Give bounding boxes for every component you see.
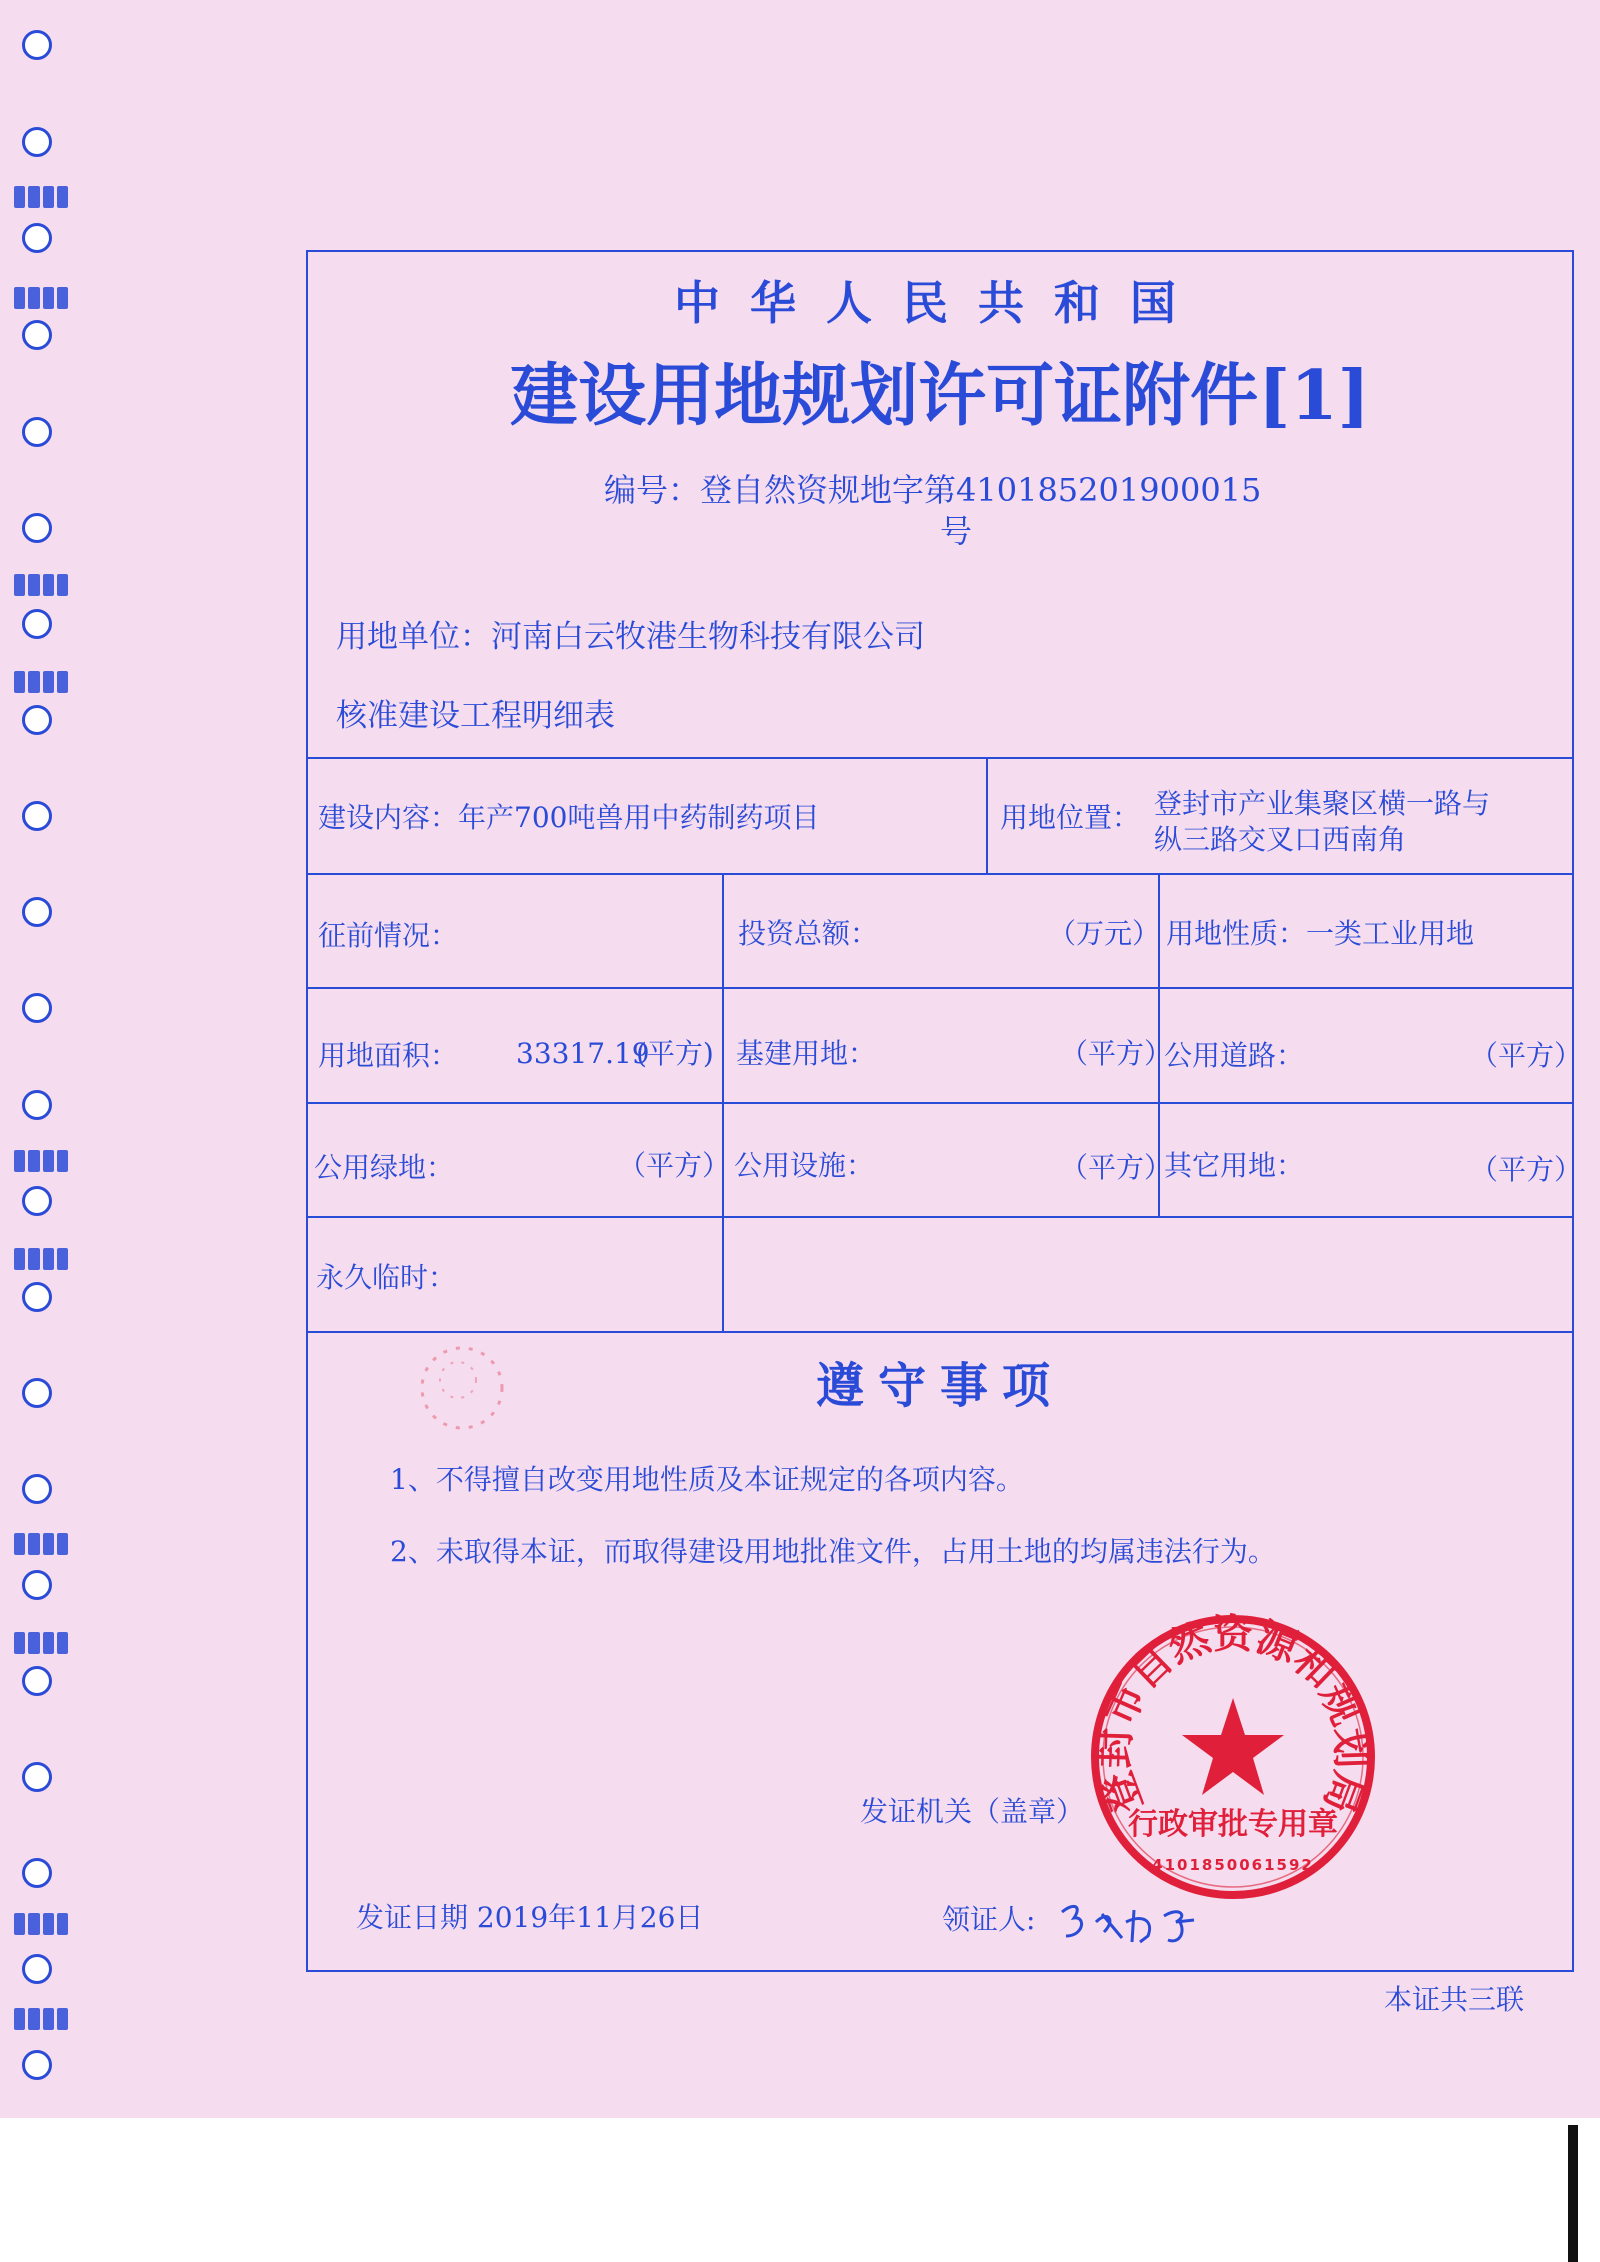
copies-note: 本证共三联 <box>1384 1983 1525 2016</box>
land-location-line2: 纵三路交叉口西南角 <box>1154 823 1407 856</box>
public-road-unit: （平方） <box>1470 1039 1583 1072</box>
document-title: 建设用地规划许可证附件[1] <box>510 356 1370 436</box>
certificate-number-suffix: 号 <box>940 512 973 550</box>
tractor-marks <box>14 1533 68 1555</box>
public-green-label: 公用绿地： <box>314 1151 455 1184</box>
pre-acquisition-label: 征前情况： <box>318 919 459 952</box>
table-rule <box>306 873 1574 875</box>
perforation-hole <box>22 513 52 543</box>
tractor-marks <box>14 186 68 208</box>
tractor-marks <box>14 1913 68 1935</box>
table-caption: 核准建设工程明细表 <box>336 698 615 734</box>
investment-unit: （万元） <box>1048 917 1161 950</box>
table-rule <box>306 1216 1574 1218</box>
land-area-label: 用地面积： <box>318 1039 459 1072</box>
public-facility-unit: （平方） <box>1060 1151 1173 1184</box>
perforation-hole <box>22 223 52 253</box>
perforation-hole <box>22 417 52 447</box>
faint-stamp-mark <box>404 1340 524 1450</box>
construction-content: 建设内容：年产700吨兽用中药制药项目 <box>318 801 820 834</box>
seal-code: 4101850061592 <box>1152 1856 1314 1874</box>
perforation-hole <box>22 993 52 1023</box>
tractor-marks <box>14 1248 68 1270</box>
perforation-hole <box>22 1282 52 1312</box>
perforation-hole <box>22 127 52 157</box>
scan-margin <box>0 2118 1600 2262</box>
tractor-marks <box>14 2008 68 2030</box>
perforation-hole <box>22 1090 52 1120</box>
seal-ring-text: 登封市自然资源和规划局 <box>1092 1612 1374 1820</box>
country-heading: 中华人民共和国 <box>674 276 1206 330</box>
land-location-line1: 登封市产业集聚区横一路与 <box>1154 787 1491 820</box>
infra-land-label: 基建用地： <box>736 1037 877 1070</box>
official-seal <box>1088 1612 1378 1902</box>
public-road-label: 公用道路： <box>1164 1039 1305 1072</box>
table-divider <box>986 757 988 873</box>
recipient-label: 领证人: <box>942 1903 1036 1936</box>
table-rule <box>306 1331 1574 1333</box>
investment-label: 投资总额： <box>738 917 879 950</box>
land-area-value: 33317.19 <box>516 1037 650 1070</box>
land-nature: 用地性质：一类工业用地 <box>1166 917 1475 950</box>
rule-item: 2、未取得本证，而取得建设用地批准文件，占用土地的均属违法行为。 <box>390 1535 1276 1568</box>
tractor-marks <box>14 574 68 596</box>
other-land-unit: （平方） <box>1470 1153 1583 1186</box>
tractor-marks <box>14 287 68 309</box>
table-divider <box>722 873 724 1331</box>
land-area-unit: (平方) <box>636 1037 714 1070</box>
perforation-hole <box>22 1186 52 1216</box>
certificate-number: 编号：登自然资规地字第410185201900015 <box>604 471 1262 509</box>
perforation-hole <box>22 705 52 735</box>
perforation-hole <box>22 1762 52 1792</box>
star-icon <box>1182 1698 1284 1795</box>
tractor-marks <box>14 1632 68 1654</box>
perforation-hole <box>22 2050 52 2080</box>
issue-date: 发证日期 2019年11月26日 <box>356 1901 704 1934</box>
tractor-marks <box>14 1150 68 1172</box>
rule-item: 1、不得擅自改变用地性质及本证规定的各项内容。 <box>390 1463 1024 1496</box>
permanent-temporary-label: 永久临时： <box>316 1261 457 1294</box>
seal-center-text: 行政审批专用章 <box>1128 1807 1338 1842</box>
table-rule <box>306 987 1574 989</box>
perforation-hole <box>22 1954 52 1984</box>
land-location-label: 用地位置： <box>1000 801 1141 834</box>
table-rule <box>306 1102 1574 1104</box>
tractor-marks <box>14 671 68 693</box>
perforation-hole <box>22 1858 52 1888</box>
scan-edge-strip <box>1568 2125 1578 2262</box>
perforation-hole <box>22 1666 52 1696</box>
perforation-hole <box>22 897 52 927</box>
public-green-unit: （平方） <box>618 1149 731 1182</box>
table-rule <box>306 757 1574 759</box>
other-land-label: 其它用地： <box>1164 1149 1305 1182</box>
land-user: 用地单位：河南白云牧港生物科技有限公司 <box>336 619 925 655</box>
public-facility-label: 公用设施： <box>734 1149 875 1182</box>
perforation-hole <box>22 1474 52 1504</box>
perforation-hole <box>22 1570 52 1600</box>
rules-title: 遵守事项 <box>815 1358 1064 1414</box>
perforation-hole <box>22 801 52 831</box>
perforation-hole <box>22 609 52 639</box>
perforation-hole <box>22 30 52 60</box>
issuing-authority: 发证机关（盖章） <box>860 1795 1085 1828</box>
infra-land-unit: （平方） <box>1060 1037 1173 1070</box>
perforation-hole <box>22 1378 52 1408</box>
perforation-hole <box>22 320 52 350</box>
